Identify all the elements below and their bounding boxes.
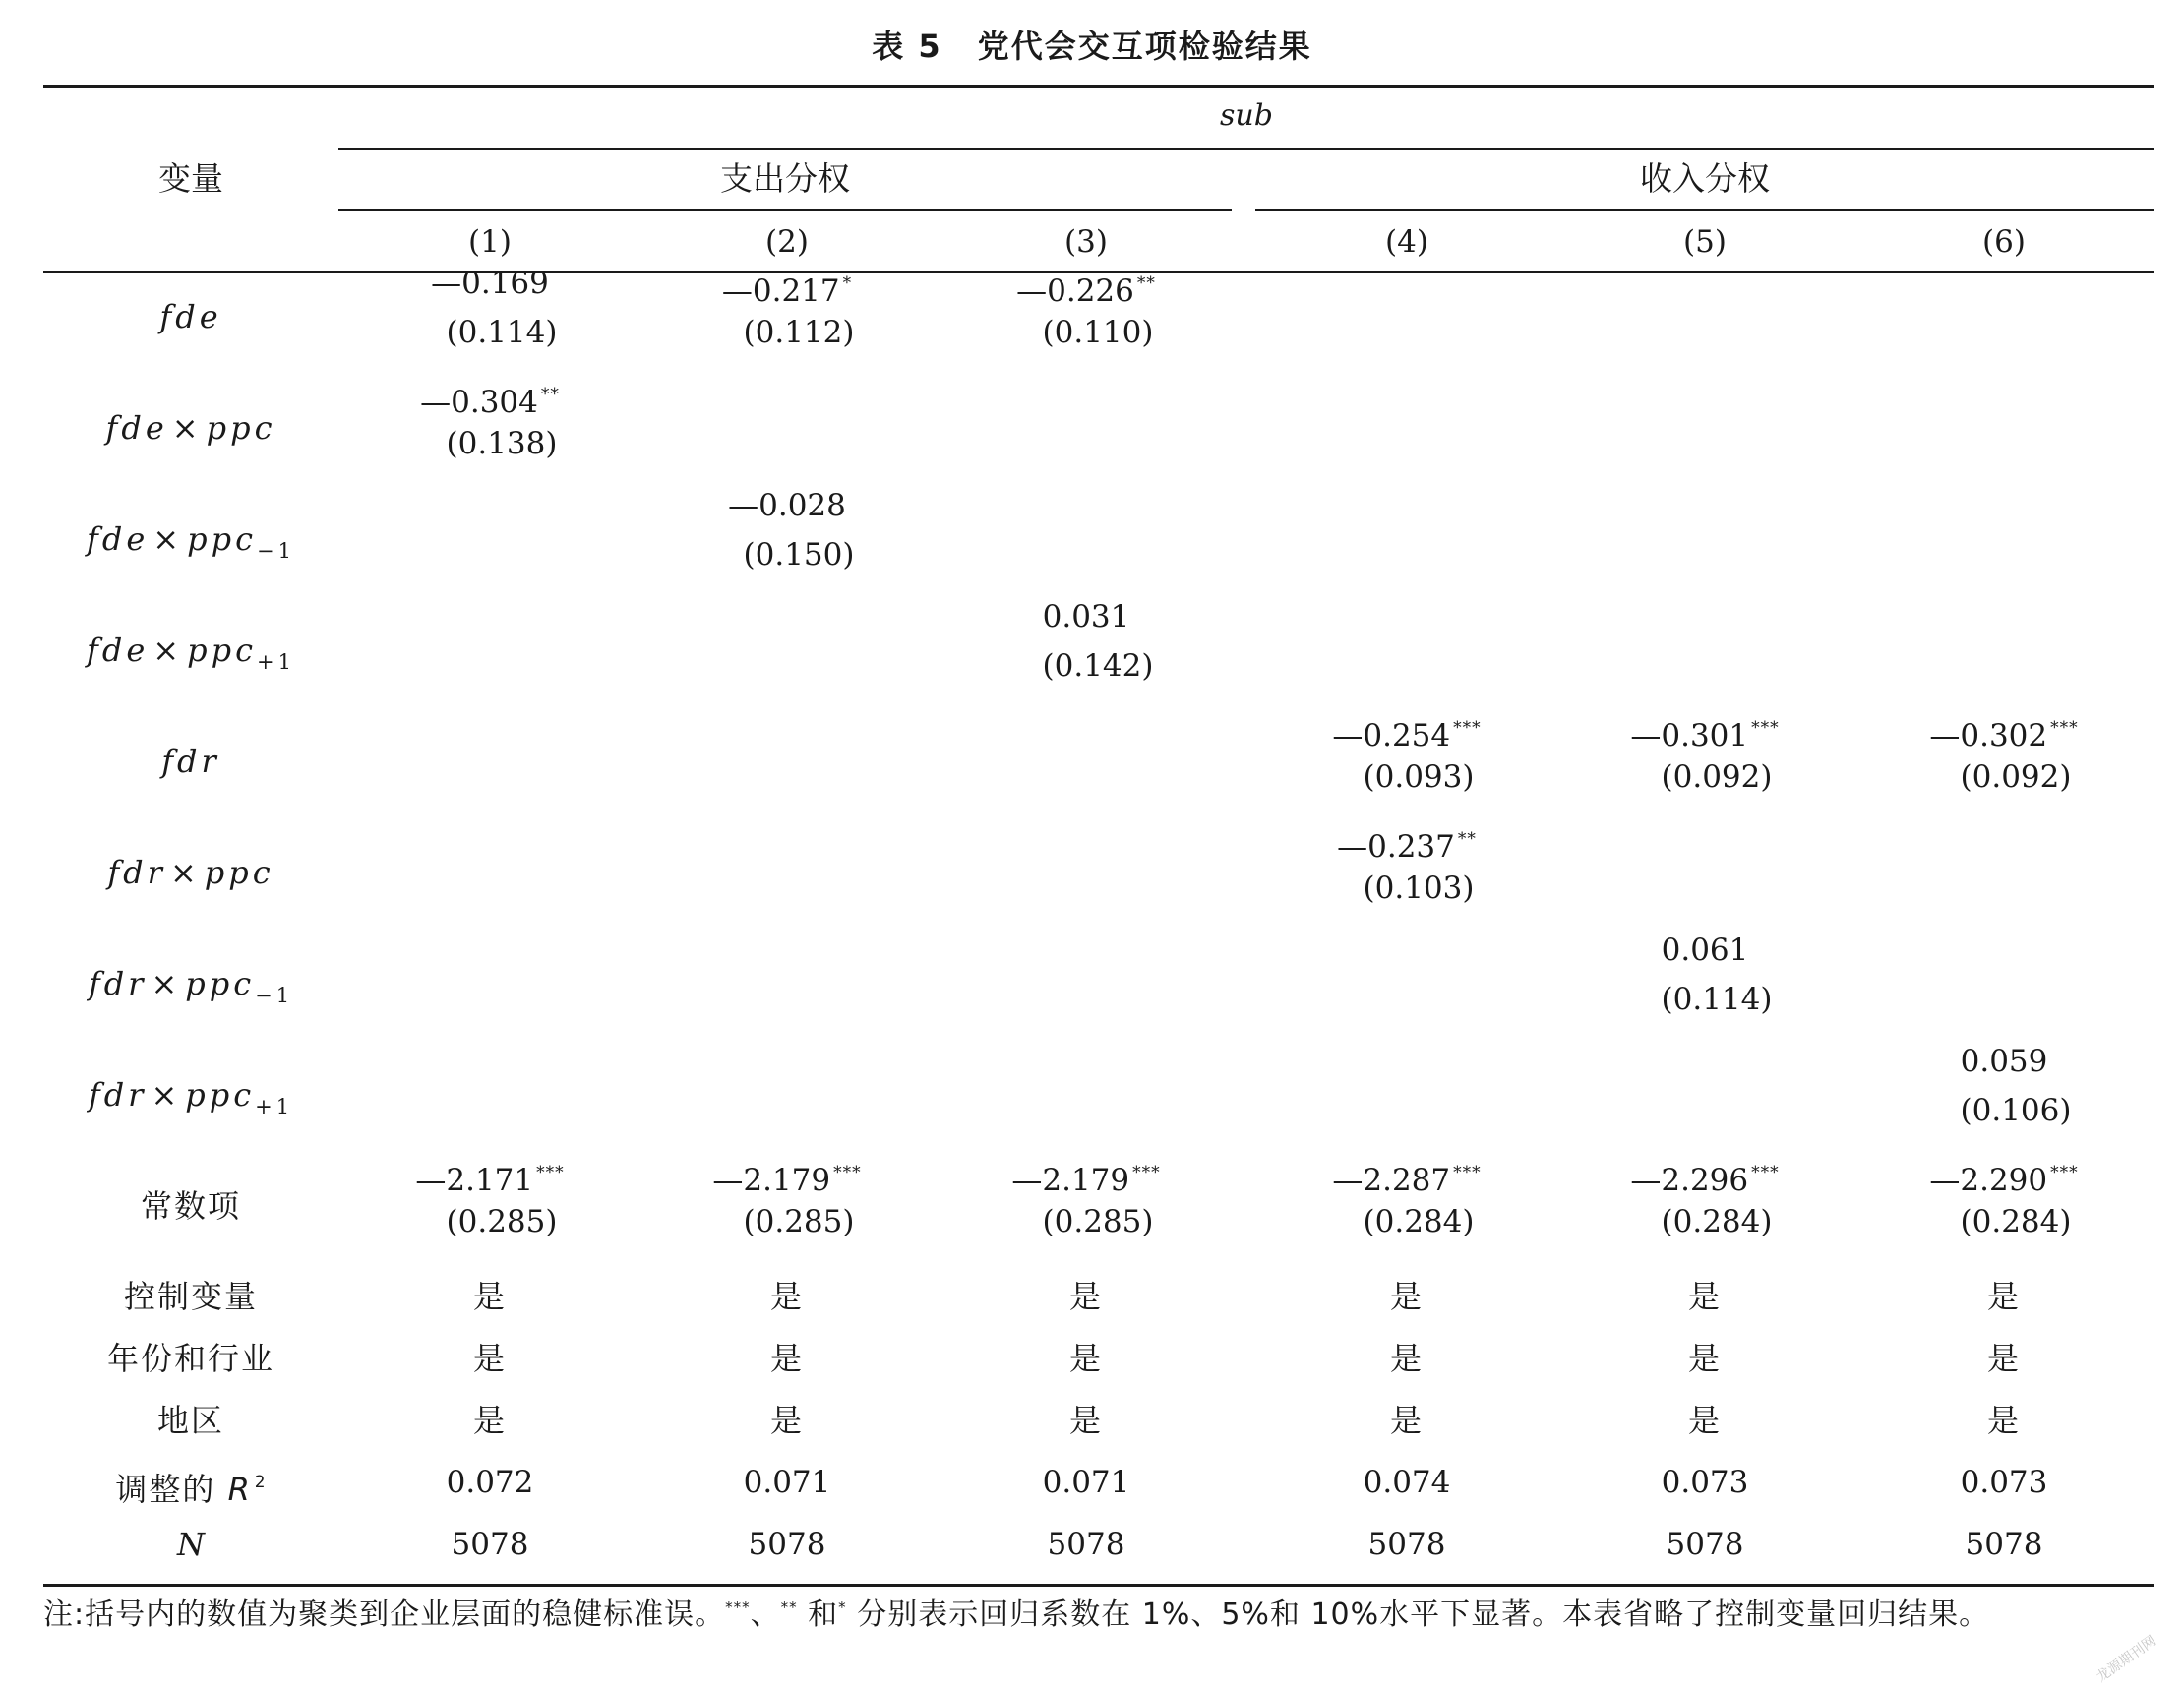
row-label: fdr bbox=[161, 743, 220, 780]
row-label: fdr × ppc$_{+1}$ bbox=[88, 1076, 294, 1118]
coef-cell: —2.287 *** bbox=[1332, 1163, 1482, 1198]
std-error-cell: (0.285) bbox=[743, 1204, 855, 1239]
coef-cell: —0.217 * bbox=[721, 273, 853, 309]
significance-stars: *** bbox=[2050, 1163, 2079, 1182]
significance-stars: *** bbox=[833, 1163, 862, 1182]
control-value: 是 bbox=[1068, 1340, 1104, 1377]
row-label: fde bbox=[159, 298, 222, 335]
coef-cell: 0.031 bbox=[1042, 599, 1130, 634]
column-header-6: (6) bbox=[1982, 224, 2026, 260]
coef-cell: —0.169 bbox=[431, 266, 549, 301]
coef-cell: —2.179 *** bbox=[1011, 1163, 1161, 1198]
control-value: 是 bbox=[769, 1340, 805, 1377]
row-label: fde × ppc$_{+1}$ bbox=[87, 632, 295, 674]
significance-stars: ** bbox=[1136, 273, 1156, 293]
note-stars-1: *** bbox=[725, 1598, 751, 1616]
sub-rule bbox=[338, 148, 2154, 150]
table-title: 党代会交互项检验结果 bbox=[977, 28, 1312, 65]
coef-cell: 0.061 bbox=[1661, 933, 1749, 968]
control-value: 5078 bbox=[1367, 1527, 1446, 1562]
column-header-2: (2) bbox=[765, 224, 809, 260]
coef-cell: —0.226 ** bbox=[1016, 273, 1156, 309]
std-error-cell: (0.284) bbox=[1960, 1204, 2072, 1239]
control-value: 是 bbox=[1986, 1278, 2022, 1315]
control-value: 5078 bbox=[748, 1527, 826, 1562]
std-error-cell: (0.284) bbox=[1363, 1204, 1475, 1239]
row-label: fde × ppc$_{-1}$ bbox=[87, 520, 295, 563]
group-rule-revenue bbox=[1255, 209, 2154, 211]
coef-cell: —2.171 *** bbox=[415, 1163, 565, 1198]
coef-cell: —2.179 *** bbox=[712, 1163, 862, 1198]
control-value: 是 bbox=[1687, 1340, 1723, 1377]
control-value: 是 bbox=[1068, 1402, 1104, 1439]
dependent-var-header: sub bbox=[1220, 98, 1273, 133]
std-error-cell: (0.285) bbox=[446, 1204, 558, 1239]
row-label: fde × ppc bbox=[105, 409, 276, 447]
control-value: 0.071 bbox=[1042, 1465, 1130, 1500]
coef-cell: —0.254 *** bbox=[1332, 718, 1482, 754]
control-label: 控制变量 bbox=[123, 1278, 259, 1315]
std-error-cell: (0.103) bbox=[1363, 871, 1475, 906]
std-error-cell: (0.093) bbox=[1363, 759, 1475, 795]
control-value: 0.071 bbox=[743, 1465, 831, 1500]
std-error-cell: (0.106) bbox=[1960, 1093, 2072, 1128]
column-header-5: (5) bbox=[1683, 224, 1727, 260]
std-error-cell: (0.285) bbox=[1042, 1204, 1154, 1239]
note-mid: 和 bbox=[797, 1598, 839, 1632]
coef-cell: 0.059 bbox=[1960, 1044, 2048, 1079]
std-error-cell: (0.114) bbox=[1661, 982, 1773, 1017]
significance-stars: * bbox=[842, 273, 853, 293]
control-value: 是 bbox=[472, 1278, 508, 1315]
row-label: fdr × ppc bbox=[107, 854, 274, 891]
significance-stars: *** bbox=[1453, 1163, 1482, 1182]
row-label: 常数项 bbox=[140, 1187, 242, 1225]
control-value: 是 bbox=[1389, 1278, 1425, 1315]
control-value: 5078 bbox=[1965, 1527, 2043, 1562]
control-value: 5078 bbox=[1047, 1527, 1125, 1562]
control-label: 年份和行业 bbox=[106, 1340, 275, 1377]
note-suffix: 分别表示回归系数在 1%、5%和 10%水平下显著。本表省略了控制变量回归结果。 bbox=[846, 1598, 1990, 1632]
control-value: 是 bbox=[1687, 1402, 1723, 1439]
note-prefix: 注:括号内的数值为聚类到企业层面的稳健标准误。 bbox=[43, 1598, 726, 1632]
note-stars-3: * bbox=[838, 1598, 847, 1616]
std-error-cell: (0.114) bbox=[446, 315, 558, 350]
column-header-1: (1) bbox=[468, 224, 512, 260]
control-value: 是 bbox=[1687, 1278, 1723, 1315]
control-value: 是 bbox=[769, 1402, 805, 1439]
group-rule-expenditure bbox=[338, 209, 1232, 211]
std-error-cell: (0.092) bbox=[1661, 759, 1773, 795]
note-sep: 、 bbox=[750, 1598, 781, 1632]
control-value: 是 bbox=[769, 1278, 805, 1315]
std-error-cell: (0.092) bbox=[1960, 759, 2072, 795]
group-header-expenditure: 支出分权 bbox=[720, 159, 850, 198]
std-error-cell: (0.112) bbox=[743, 315, 855, 350]
variable-header: 变量 bbox=[158, 159, 223, 198]
group-header-revenue: 收入分权 bbox=[1640, 159, 1770, 198]
coef-cell: —0.304 ** bbox=[420, 385, 560, 420]
std-error-cell: (0.142) bbox=[1042, 648, 1154, 684]
control-value: 是 bbox=[472, 1340, 508, 1377]
significance-stars: *** bbox=[1751, 718, 1780, 738]
column-header-4: (4) bbox=[1385, 224, 1428, 260]
control-value: 0.073 bbox=[1661, 1465, 1749, 1500]
std-error-cell: (0.138) bbox=[446, 426, 558, 461]
control-value: 是 bbox=[1389, 1402, 1425, 1439]
table-note bbox=[43, 1586, 2158, 1637]
control-label: 地区 bbox=[156, 1402, 225, 1439]
coef-cell: —0.302 *** bbox=[1929, 718, 2079, 754]
control-value: 0.073 bbox=[1960, 1465, 2048, 1500]
column-header-3: (3) bbox=[1064, 224, 1108, 260]
std-error-cell: (0.110) bbox=[1042, 315, 1154, 350]
coef-cell: —0.301 *** bbox=[1630, 718, 1780, 754]
significance-stars: *** bbox=[1453, 718, 1482, 738]
coef-cell: —0.237 ** bbox=[1337, 829, 1477, 865]
control-value: 是 bbox=[1389, 1340, 1425, 1377]
significance-stars: *** bbox=[1751, 1163, 1780, 1182]
control-value: 是 bbox=[472, 1402, 508, 1439]
control-label: 调整的 R $^2$ bbox=[115, 1471, 267, 1508]
std-error-cell: (0.284) bbox=[1661, 1204, 1773, 1239]
control-value: 5078 bbox=[451, 1527, 529, 1562]
control-value: 5078 bbox=[1666, 1527, 1744, 1562]
control-value: 0.074 bbox=[1363, 1465, 1451, 1500]
significance-stars: *** bbox=[536, 1163, 565, 1182]
coef-cell: —0.028 bbox=[728, 488, 846, 523]
control-value: 是 bbox=[1986, 1340, 2022, 1377]
table-caption bbox=[0, 22, 2184, 67]
note-stars-2: ** bbox=[780, 1598, 798, 1616]
table-number: 表 5 bbox=[872, 28, 942, 65]
std-error-cell: (0.150) bbox=[743, 537, 855, 573]
control-value: 0.072 bbox=[446, 1465, 534, 1500]
coef-cell: —2.296 *** bbox=[1630, 1163, 1780, 1198]
control-value: 是 bbox=[1986, 1402, 2022, 1439]
control-value: 是 bbox=[1068, 1278, 1104, 1315]
significance-stars: *** bbox=[2050, 718, 2079, 738]
significance-stars: *** bbox=[1132, 1163, 1161, 1182]
significance-stars: ** bbox=[540, 385, 560, 404]
top-rule bbox=[43, 85, 2154, 88]
watermark: 龙源期刊网 bbox=[2093, 1633, 2159, 1686]
significance-stars: ** bbox=[1457, 829, 1477, 849]
row-label: fdr × ppc$_{-1}$ bbox=[88, 965, 294, 1007]
control-label: N bbox=[177, 1526, 205, 1563]
coef-cell: —2.290 *** bbox=[1929, 1163, 2079, 1198]
